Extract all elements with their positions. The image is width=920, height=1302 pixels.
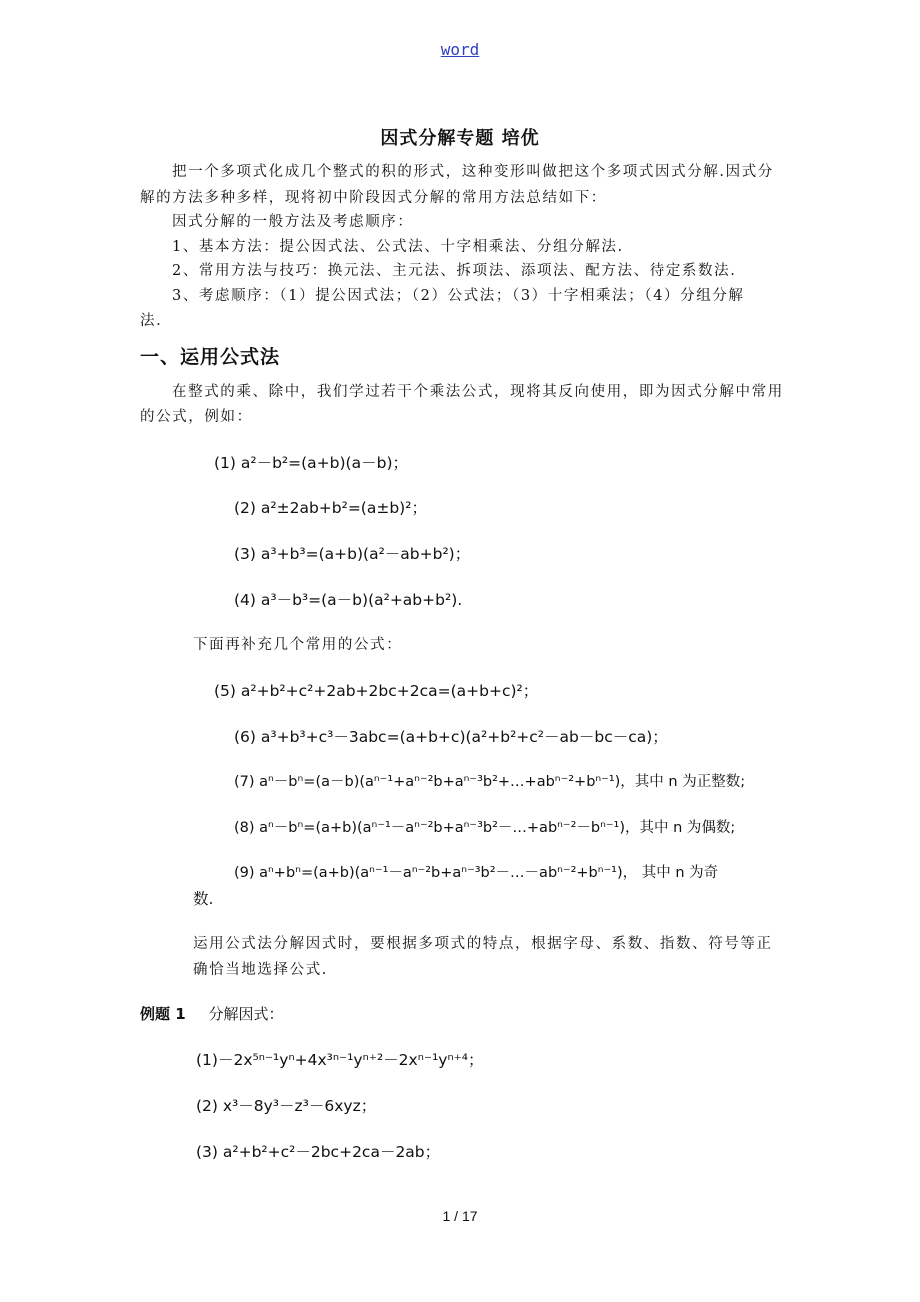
formula-9-continuation: 数. [193,890,214,908]
intro-line-6: 3、考虑顺序：（1）提公因式法；（2）公式法；（3）十字相乘法；（4）分组分解 [172,288,745,304]
section-desc-1: 在整式的乘、除中，我们学过若干个乘法公式，现将其反向使用，即为因式分解中常用 [172,384,784,400]
intro-line-5: 2、常用方法与技巧：换元法、主元法、拆项法、添项法、配方法、待定系数法. [172,263,737,279]
formula-5: (5) a²+b²+c²+2ab+2bc+2ca=(a+b+c)²； [214,682,539,700]
page-number: 1 / 17 [442,1208,478,1224]
intro-line-4: 1、基本方法：提公因式法、公式法、十字相乘法、分组分解法. [172,239,624,255]
example-item-2: (2) x³－8y³－z³－6xyz； [196,1097,377,1115]
formula-8: (8) aⁿ－bⁿ=(a+b)(aⁿ⁻¹－aⁿ⁻²b+aⁿ⁻³b²－…+abⁿ⁻²－bⁿ⁻¹)，其中 n 为偶数; [234,820,736,836]
example-1-heading [140,1003,283,1024]
formula-1: (1) a²－b²=(a+b)(a－b)； [214,454,408,472]
example-item-1: (1)－2x⁵ⁿ⁻¹yⁿ+4x³ⁿ⁻¹yⁿ⁺²－2xⁿ⁻¹yⁿ⁺⁴； [196,1051,484,1069]
intro-line-3: 因式分解的一般方法及考虑顺序： [172,214,414,230]
section-desc-2: 的公式，例如： [140,409,253,425]
example-label: 例题 1 [140,1005,186,1023]
example-task: 分解因式： [208,1005,284,1023]
formula-9: (9) aⁿ+bⁿ=(a+b)(aⁿ⁻¹－aⁿ⁻²b+aⁿ⁻³b²－…－abⁿ⁻²+bⁿ⁻¹)， 其中 n 为奇 [234,865,719,881]
example-item-3: (3) a²+b²+c²－2bc+2ca－2ab； [196,1143,441,1161]
formula-3: (3) a³+b³=(a+b)(a²－ab+b²)； [234,545,471,563]
supplement-text: 下面再补充几个常用的公式： [193,637,403,653]
intro-line-7: 法. [140,313,163,329]
formula-6: (6) a³+b³+c³－3abc=(a+b+c)(a²+b²+c²－ab－bc－ca)； [234,728,668,746]
note-line-2: 确恰当地选择公式. [193,962,329,978]
formula-2: (2) a²±2ab+b²=(a±b)²； [234,499,427,517]
note-line-1: 运用公式法分解因式时，要根据多项式的特点，根据字母、系数、指数、符号等正 [193,936,773,952]
page-title: 因式分解专题 培优 [380,128,540,149]
formula-7: (7) aⁿ－bⁿ=(a－b)(aⁿ⁻¹+aⁿ⁻²b+aⁿ⁻³b²+…+abⁿ⁻²+bⁿ⁻¹)，其中 n 为正整数; [234,774,746,790]
section-heading: 一、运用公式法 [140,346,281,368]
formula-4: (4) a³－b³=(a－b)(a²+ab+b²). [234,591,463,609]
intro-line-1: 把一个多项式化成几个整式的积的形式，这种变形叫做把这个多项式因式分解.因式分 [172,164,774,180]
intro-line-2: 解的方法多种多样，现将初中阶段因式分解的常用方法总结如下： [140,190,607,206]
header-word-link[interactable]: word [440,40,480,59]
